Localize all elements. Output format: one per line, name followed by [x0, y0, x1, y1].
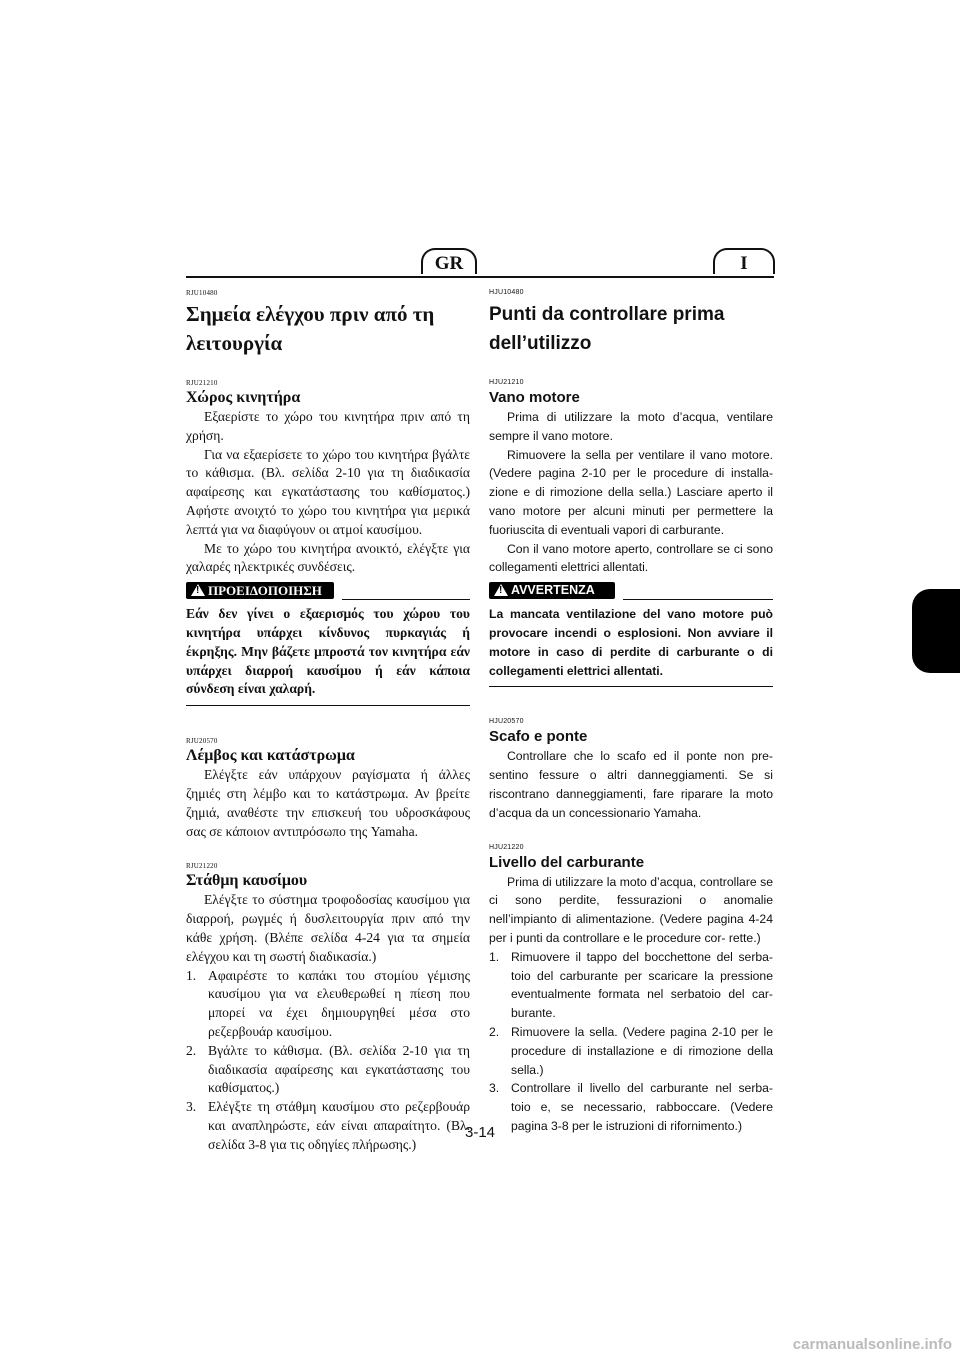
- steps-list: [489, 948, 773, 1136]
- section-heading-engine-compartment: Χώρος κινητήρα: [186, 389, 301, 406]
- paragraph: Εξαερίστε το χώρο του κινητήρα πριν από τη χρήση.: [186, 409, 470, 443]
- section-heading-fuel-level: Livello del carburante: [489, 853, 645, 871]
- paragraph: Rimuovere la sella per ventilare il vano motore. (Vedere pagina 2-10 per le procedure di installa- zione e di rimozione della sella.) Lasciare aperto il vano motore per alcuni minuti per permettere la fuoriuscita di eventuali vapori di carburante.: [489, 447, 773, 537]
- list-item: 3. Controllare il livello del carburante nel serba- toio e, se necessario, rabboccare. (Vedere pagina 3-8 per le istruzioni di rifornimento.): [489, 1081, 773, 1133]
- paragraph: Prima di utilizzare la moto d’acqua, ventilare sempre il vano motore.: [489, 410, 773, 443]
- warning-text: La mancata ventilazione del vano motore può provocare incendi o esplosioni. Non avviare il motore in caso di perdite di carburante o di collegamenti elettrici allentati.: [489, 601, 773, 687]
- list-item: 2. Βγάλτε το κάθισμα. (Βλ. σελίδα 2-10 για τη διαδικασία αφαίρεσης και εγκατάστασης του καθίσματος.): [186, 1042, 470, 1096]
- header-rule: [186, 276, 774, 278]
- section-code: HJU21220: [489, 843, 524, 851]
- paragraph: Ελέγξτε εάν υπάρχουν ραγίσματα ή άλλες ζημιές στη λέμβο και το κατάστρωμα. Αν βρείτε ζημιά, αναθέστε την επισκευή του υδροσκάφους σας σε κάποιον αντιπρόσωπο της Yamaha.: [186, 767, 470, 839]
- list-item: 2. Rimuovere la sella. (Vedere pagina 2-10 per le procedure di installazione e di rimozione della sella.): [489, 1024, 773, 1077]
- italian-column: [489, 288, 773, 1136]
- chapter-side-tab: [912, 589, 960, 673]
- section-code: RJU20570: [186, 737, 218, 746]
- warning-header: [489, 581, 773, 601]
- section-code: HJU10480: [489, 289, 524, 296]
- page-number: 3-14: [464, 1124, 496, 1141]
- section-heading-engine-compartment: Vano motore: [489, 389, 580, 406]
- warning-triangle-icon: [191, 584, 205, 596]
- list-item: 1. Rimuovere il tappo del bocchettone del serba- toio del carburante per scaricare la pressione eventualmente formata nel serbatoio del car- burante.: [489, 949, 773, 1021]
- page-title: Σημεία ελέγχου πριν από τη λειτουργία: [186, 302, 435, 355]
- warning-triangle-icon: [494, 584, 508, 596]
- paragraph: Controllare che lo scafo ed il ponte non pre- sentino fessure o altri danneggiamenti. Se si riscontrano danneggiamenti, fare riparare la moto d’acqua da un concessionario Yamaha.: [489, 749, 773, 820]
- section-code: RJU10480: [186, 289, 218, 297]
- list-item: 1. Αφαιρέστε το καπάκι του στομίου γέμισης καυσίμου για να ελευθερωθεί η πίεση που μπορεί να έχει δημιουργηθεί μέσα στο ρεζερβουάρ καυσίμου.: [186, 967, 470, 1039]
- warning-text: Εάν δεν γίνει ο εξαερισμός του χώρου του κινητήρα υπάρχει κίνδυνος πυρκαγιάς ή έκρηξης. Μην βάζετε μπροστά τον κινητήρα εάν υπάρχει διαρροή καυσίμου ή εάν κάποια σύνδεση είναι χαλαρή.: [186, 601, 470, 706]
- section-heading-fuel-level: Στάθμη καυσίμου: [186, 872, 308, 890]
- language-tab-greek: GR: [421, 248, 477, 274]
- paragraph: Prima di utilizzare la moto d’acqua, controllare se ci sono perdite, fessurazioni o anomalie nell’impianto di alimentazione. (Vedere pagina 4-24 per i punti da controllare e le procedure cor- rette.): [489, 874, 773, 945]
- section-heading-hull-deck: Λέμβος και κατάστρωμα: [186, 747, 355, 765]
- warning-badge: [186, 582, 334, 599]
- section-heading-hull-deck: Scafo e ponte: [489, 728, 588, 746]
- warning-header: [186, 581, 470, 601]
- warning-label: AVVERTENZA: [511, 583, 595, 598]
- greek-column: [186, 288, 470, 1155]
- section-code: RJU21210: [186, 379, 218, 387]
- list-item: 3. Ελέγξτε τη στάθμη καυσίμου στο ρεζερβουάρ και αναπληρώστε, εάν είναι απαραίτητο. (Βλ. σελίδα 3-8 για τις οδηγίες πλήρωσης.): [186, 1099, 470, 1152]
- section-code: HJU21210: [489, 379, 524, 386]
- paragraph: Με το χώρο του κινητήρα ανοικτό, ελέγξτε για χαλαρές ηλεκτρικές συνδέσεις.: [186, 540, 470, 575]
- paragraph: Ελέγξτε το σύστημα τροφοδοσίας καυσίμου για διαρροή, ρωγμές ή δυσλειτουργία πριν από την κάθε χρήση. (Βλέπε σελίδα 4-24 για τα σημεία ελέγχου και τη σωστή διαδικασία.): [186, 892, 470, 964]
- warning-rule: [342, 599, 470, 600]
- watermark: carmanualsonline.info: [792, 1336, 952, 1353]
- section-code: RJU21220: [186, 862, 218, 871]
- page-title: Punti da controllare prima dell’utilizzo: [489, 304, 725, 354]
- warning-label: ΠΡΟΕΙΔΟΠΟΙΗΣΗ: [208, 583, 322, 599]
- warning-badge: [489, 582, 615, 599]
- paragraph: Con il vano motore aperto, controllare se ci sono collegamenti elettrici allentati.: [489, 541, 773, 575]
- warning-rule: [623, 599, 773, 600]
- section-code: HJU20570: [489, 718, 524, 726]
- paragraph: Για να εξαερίσετε το χώρο του κινητήρα βγάλτε το κάθισμα. (Βλ. σελίδα 2-10 για τη διαδικασία αφαίρεσης και εγκατάστασης του καθίσματος.) Αφήστε ανοιχτό το χώρο του κινητήρα για μερικά λεπτά για να διαφύγουν οι ατμοί καυσίμου.: [186, 446, 470, 537]
- language-tab-italian: I: [713, 248, 775, 274]
